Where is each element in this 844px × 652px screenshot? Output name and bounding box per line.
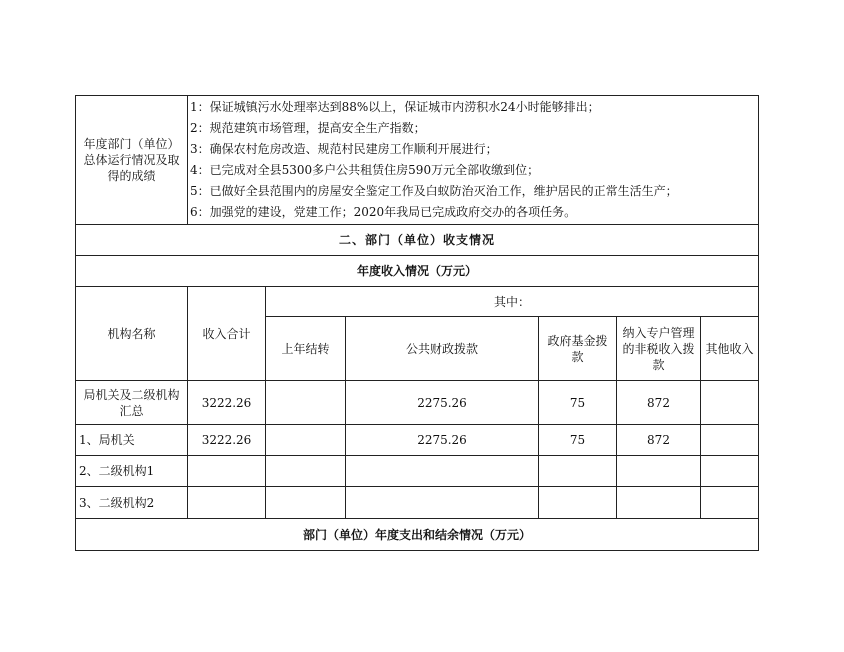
row-total — [188, 487, 266, 519]
summary-item: 5：已做好全县范围内的房屋安全鉴定工作及白蚁防治灭治工作，维护居民的正常生活生产； — [190, 184, 678, 198]
row-carryover — [266, 425, 346, 456]
row-fiscal — [346, 487, 539, 519]
expense-table-title: 部门（单位）年度支出和结余情况（万元） — [76, 519, 759, 551]
header-fiscal: 公共财政拨款 — [346, 317, 539, 381]
income-table-title: 年度收入情况（万元） — [76, 256, 759, 287]
row-name: 局机关及二级机构汇总 — [76, 381, 188, 425]
summary-list — [188, 96, 759, 225]
row-carryover — [266, 487, 346, 519]
table-row — [76, 381, 759, 425]
row-carryover — [266, 456, 346, 487]
header-gov-fund: 政府基金拨款 — [539, 317, 617, 381]
row-nontax — [617, 487, 701, 519]
row-other — [701, 425, 759, 456]
row-other — [701, 381, 759, 425]
summary-item: 3：确保农村危房改造、规范村民建房工作顺利开展进行； — [190, 142, 498, 156]
row-gov-fund: 75 — [539, 381, 617, 425]
row-name: 1、局机关 — [76, 425, 188, 456]
row-other — [701, 456, 759, 487]
row-name: 2、二级机构1 — [76, 456, 188, 487]
row-fiscal — [346, 456, 539, 487]
row-total: 3222.26 — [188, 381, 266, 425]
row-nontax: 872 — [617, 425, 701, 456]
table-row — [76, 487, 759, 519]
row-gov-fund — [539, 487, 617, 519]
header-nontax: 纳入专户管理的非税收入拨款 — [617, 317, 701, 381]
row-carryover — [266, 381, 346, 425]
section-title: 二、部门（单位）收支情况 — [76, 225, 759, 256]
row-nontax: 872 — [617, 381, 701, 425]
summary-row — [76, 96, 759, 225]
row-other — [701, 487, 759, 519]
summary-label: 年度部门（单位）总体运行情况及取得的成绩 — [76, 96, 188, 225]
row-total: 3222.26 — [188, 425, 266, 456]
header-other: 其他收入 — [701, 317, 759, 381]
header-total: 收入合计 — [188, 287, 266, 381]
report-table — [75, 95, 759, 551]
header-of-which: 其中： — [266, 287, 759, 317]
table-row — [76, 425, 759, 456]
row-name: 3、二级机构2 — [76, 487, 188, 519]
row-fiscal: 2275.26 — [346, 425, 539, 456]
row-fiscal: 2275.26 — [346, 381, 539, 425]
row-gov-fund: 75 — [539, 425, 617, 456]
row-gov-fund — [539, 456, 617, 487]
row-total — [188, 456, 266, 487]
summary-item: 2：规范建筑市场管理，提高安全生产指数； — [190, 121, 426, 135]
summary-item: 4：已完成对全县5300多户公共租赁住房590万元全部收缴到位； — [190, 163, 540, 177]
summary-item: 6：加强党的建设，党建工作；2020年我局已完成政府交办的各项任务。 — [190, 205, 577, 219]
header-carryover: 上年结转 — [266, 317, 346, 381]
header-org-name: 机构名称 — [76, 287, 188, 381]
table-row — [76, 456, 759, 487]
summary-item: 1：保证城镇污水处理率达到88%以上，保证城市内涝积水24小时能够排出； — [190, 100, 600, 114]
row-nontax — [617, 456, 701, 487]
